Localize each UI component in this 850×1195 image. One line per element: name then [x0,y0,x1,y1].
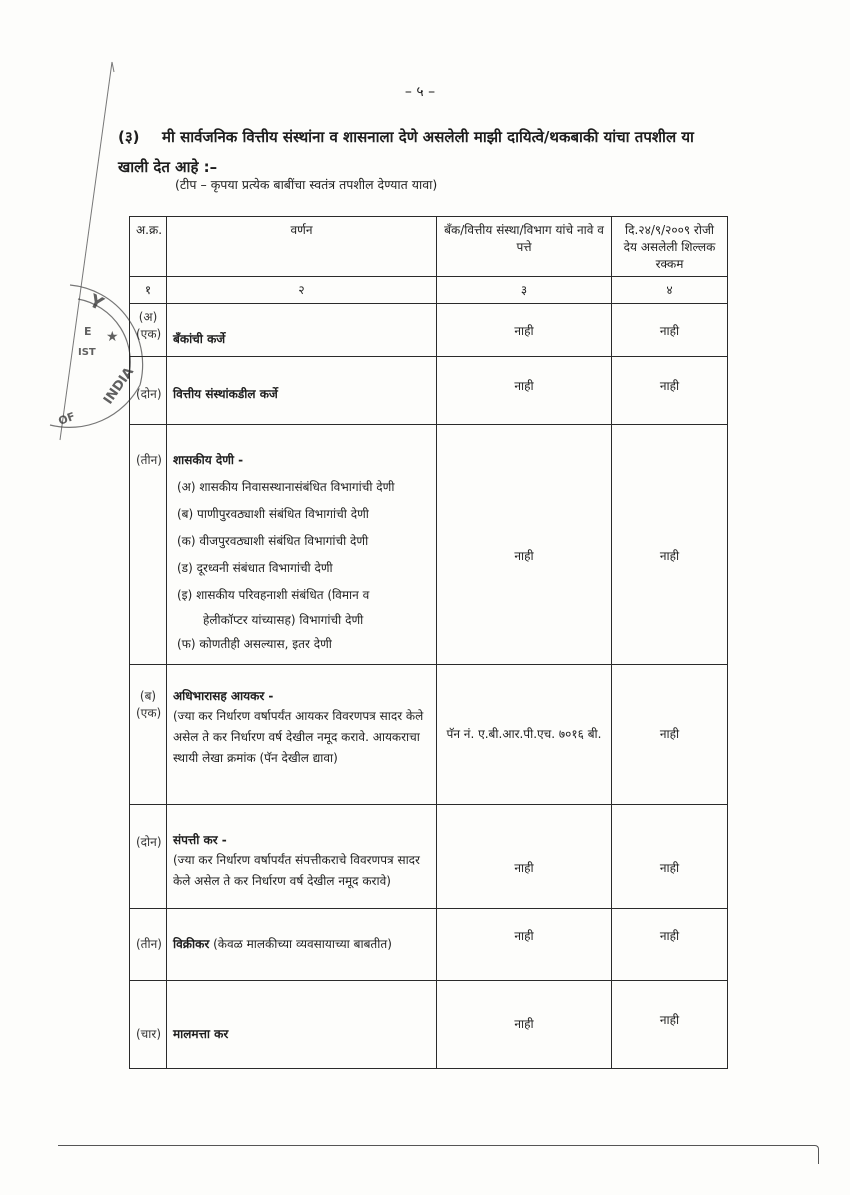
row-desc: संपत्ती कर - (ज्या कर निर्धारण वर्षापर्यंत संपत्तीकराचे विवरणपत्र सादर केले असेल ते कर निर्धारण वर्ष देखील नमूद करावे) [167,805,437,909]
row-amount: नाही [612,805,728,909]
row-amount: नाही [612,665,728,805]
income-tax-detail: (ज्या कर निर्धारण वर्षापर्यंत आयकर विवरणपत्र सादर केले असेल ते कर निर्धारण वर्ष देखील नमूद करावे. आयकराचा स्थायी लेखा क्रमांक (पॅन देखील द्यावा) [173,709,424,765]
list-item: (ड) दूरध्वनी संबंधात विभागांची देणी [177,561,333,575]
row-bank: नाही [437,357,612,425]
row-bank: नाही [437,425,612,665]
row-sr: (ब) (एक) [130,665,167,805]
column-number-row [130,277,728,304]
svg-text:IST: IST [78,347,96,358]
liabilities-table [129,216,728,1069]
row-desc: मालमत्ता कर [167,981,437,1069]
row-amount: नाही [612,425,728,665]
page-bottom-edge [58,1145,819,1164]
row-amount: नाही [612,357,728,425]
col-num: १ [130,277,167,304]
row-bank: नाही [437,805,612,909]
row-sr: (तीन) [130,425,167,665]
svg-text:INDIA: INDIA [100,364,138,408]
svg-text:★: ★ [106,329,119,345]
svg-text:OF: OF [56,409,77,428]
section-number: (३) [118,128,140,146]
header-bank: बँक/वित्तीय संस्था/विभाग यांचे नावे व पत्ते [437,217,612,277]
list-item: (क) वीजपुरवठ्याशी संबंधित विभागांची देणी [177,534,369,548]
header-sr: अ.क्र. [130,217,167,277]
list-item: (इ) शासकीय परिवहनाशी संबंधित (विमान व हेलीकॉप्टर यांच्यासह) विभागांची देणी [177,588,370,627]
row-amount: नाही [612,909,728,981]
row-desc: अधिभारासह आयकर - (ज्या कर निर्धारण वर्षापर्यंत आयकर विवरणपत्र सादर केले असेल ते कर निर्धारण वर्ष देखील नमूद करावे. आयकराचा स्थायी लेखा क्रमांक (पॅन देखील द्यावा) [167,665,437,805]
table-row [130,665,728,805]
row-sr: (चार) [130,981,167,1069]
row-bank: नाही [437,909,612,981]
row-amount: नाही [612,981,728,1069]
svg-text:Y: Y [85,290,107,316]
col-num: २ [167,277,437,304]
row-sr: (दोन) [130,357,167,425]
section-note: (टीप – कृपया प्रत्येक बाबींचा स्वतंत्र तपशील देण्यात यावा) [175,177,438,192]
row-sr: (दोन) [130,805,167,909]
table-row [130,425,728,665]
col-num: ४ [612,277,728,304]
page-number: – ५ – [404,84,436,100]
wealth-tax-detail: (ज्या कर निर्धारण वर्षापर्यंत संपत्तीकराचे विवरणपत्र सादर केले असेल ते कर निर्धारण वर्ष देखील नमूद करावे) [173,853,420,888]
list-item: (ब) पाणीपुरवठ्याशी संबंधित विभागांची देणी [177,507,369,521]
row-amount: नाही [612,304,728,357]
row-desc: विक्रीकर (केवळ मालकीच्या व्यवसायाच्या बाबतीत) [167,909,437,981]
row-sr: (तीन) [130,909,167,981]
section-title: मी सार्वजनिक वित्तीय संस्थांना व शासनाला देणे असलेली माझी दायित्वे/थकबाकी यांचा तपशील या खाली देत आहे :– [118,128,694,176]
table-row [130,981,728,1069]
table-row [130,304,728,357]
row-sr: (अ) (एक) [130,304,167,357]
row-bank: नाही [437,304,612,357]
table-row [130,805,728,909]
row-bank: पॅन नं. ए.बी.आर.पी.एच. ७०१६ बी. [437,665,612,805]
row-desc: वित्तीय संस्थांकडील कर्जे [167,357,437,425]
list-item: (अ) शासकीय निवासस्थानासंबंधित विभागांची देणी [177,480,395,494]
section-heading [118,122,718,182]
table-header-row [130,217,728,277]
table-row [130,357,728,425]
table-row [130,909,728,981]
header-amount: दि.२४/९/२००९ रोजी देय असलेली शिल्लक रक्कम [612,217,728,277]
row-desc: शासकीय देणी - (अ) शासकीय निवासस्थानासंबंधित विभागांची देणी (ब) पाणीपुरवठ्याशी संबंधित विभागांची देणी (क) वीजपुरवठ्याशी संबंधित विभागांची देणी (ड) दूरध्वनी संबंधात विभागांची देणी (इ) शासकीय परिवहनाशी संबंधित (विमान व हेलीकॉप्टर यांच्यासह) विभागांची देणी (फ) कोणतीही असल्यास, इतर देणी [167,425,437,665]
header-description: वर्णन [167,217,437,277]
row-bank: नाही [437,981,612,1069]
col-num: ३ [437,277,612,304]
row-desc: बँकांची कर्जे [167,304,437,357]
list-item: (फ) कोणतीही असल्यास, इतर देणी [177,637,332,651]
government-dues-list [177,474,430,658]
svg-text:E: E [84,325,92,338]
